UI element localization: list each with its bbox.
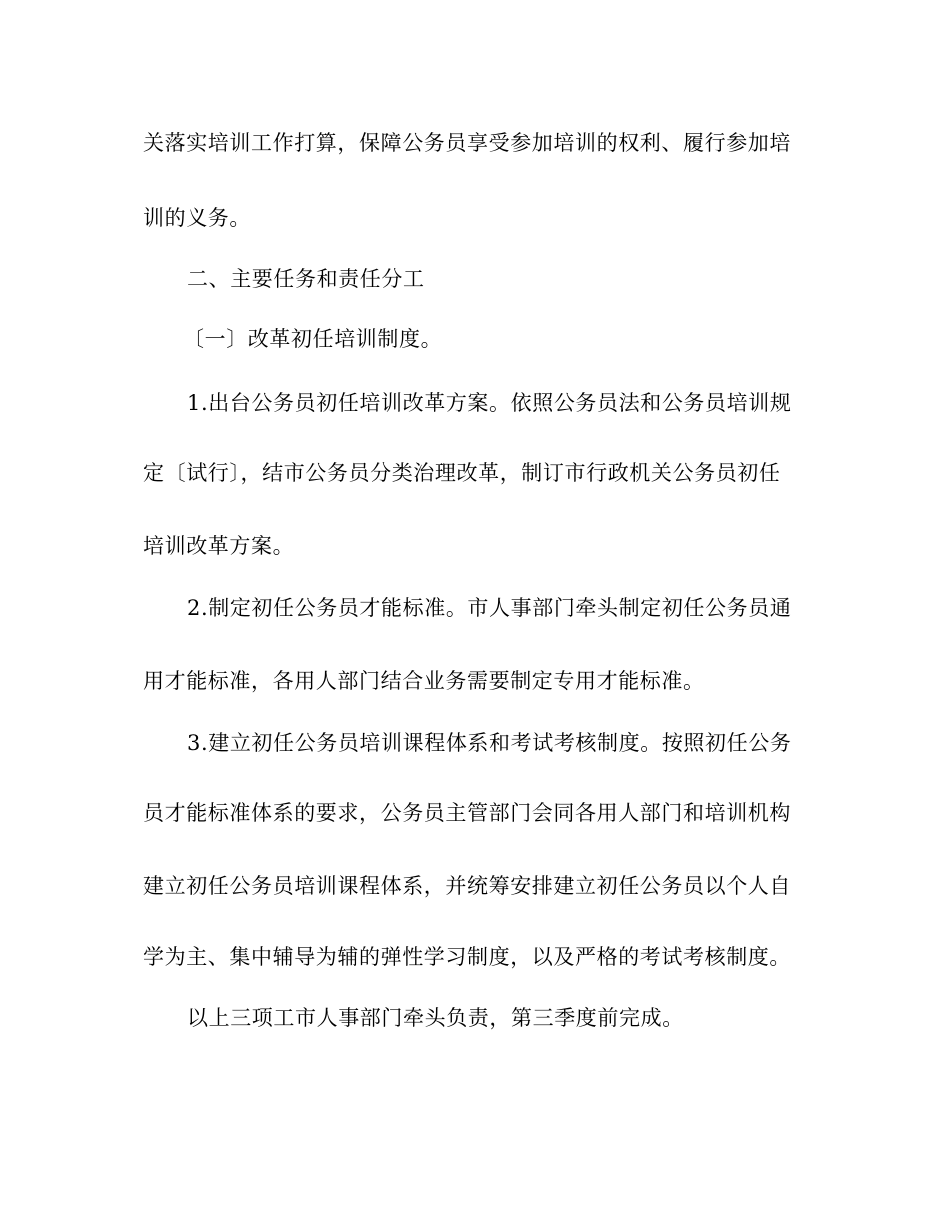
paragraph-line: 用才能标准，各用人部门结合业务需要制定专用才能标准。 [143, 669, 705, 693]
subsection-heading: 〔一〕改革初任培训制度。 [183, 327, 443, 351]
paragraph-line: 建立初任公务员培训课程体系，并统筹安排建立初任公务员以个人自 [143, 874, 791, 898]
summary-line: 以上三项工市人事部门牵头负责，第三季度前完成。 [187, 1006, 684, 1030]
list-item-1: 1.出台公务员初任培训改革方案。依照公务员法和公务员培训规 [187, 391, 792, 415]
paragraph-line: 训的义务。 [143, 206, 251, 230]
list-item-2: 2.制定初任公务员才能标准。市人事部门牵头制定初任公务员通 [187, 596, 792, 620]
section-heading: 二、主要任务和责任分工 [187, 267, 425, 291]
paragraph-line: 培训改革方案。 [143, 534, 295, 558]
paragraph-line: 关落实培训工作打算，保障公务员享受参加培训的权利、履行参加培 [143, 131, 791, 155]
list-item-3: 3.建立初任公务员培训课程体系和考试考核制度。按照初任公务 [187, 731, 792, 755]
paragraph-line: 学为主、集中辅导为辅的弹性学习制度，以及严格的考试考核制度。 [143, 945, 791, 969]
paragraph-line: 员才能标准体系的要求，公务员主管部门会同各用人部门和培训机构 [143, 801, 791, 825]
paragraph-line: 定〔试行〕，结市公务员分类治理改革，制订市行政机关公务员初任 [143, 461, 781, 485]
